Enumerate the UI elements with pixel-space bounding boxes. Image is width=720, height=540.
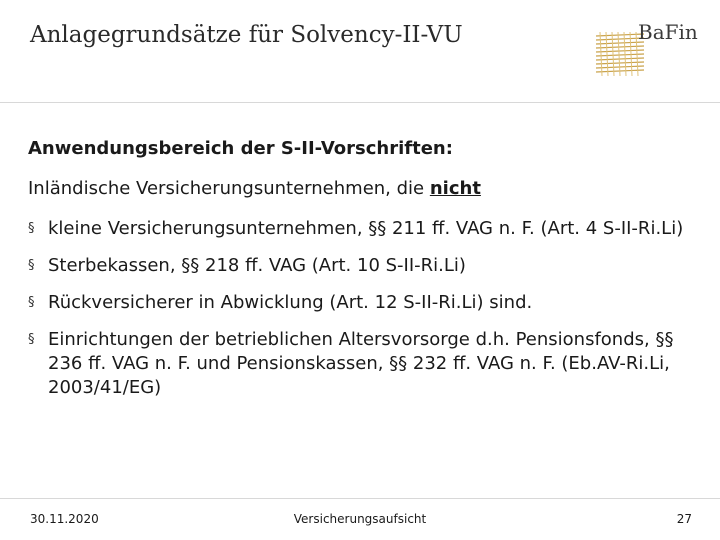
section-heading: Anwendungsbereich der S-II-Vorschriften: <box>28 138 453 159</box>
slide-content <box>28 137 698 413</box>
list-item <box>28 217 698 241</box>
bullet-marker: § <box>28 221 35 236</box>
list-item-text: Sterbekassen, §§ 218 ff. VAG (Art. 10 S-II-Ri.Li) <box>48 255 466 276</box>
list-item-text: kleine Versicherungsunternehmen, §§ 211 ff. VAG n. F. (Art. 4 S-II-Ri.Li) <box>48 218 684 239</box>
bafin-logo <box>590 16 708 86</box>
intro-prefix: Inländische Versicherungsunternehmen, die <box>28 178 430 199</box>
bullet-list <box>28 217 698 400</box>
list-item <box>28 291 698 315</box>
list-item <box>28 254 698 278</box>
list-item-text: Einrichtungen der betrieblichen Altersvorsorge d.h. Pensionsfonds, §§ 236 ff. VAG n. F. und Pensionskassen, §§ 232 ff. VAG n. F. (Eb.AV-Ri.Li, 2003/41/EG) <box>48 329 674 398</box>
list-item <box>28 328 698 400</box>
bullet-marker: § <box>28 295 35 310</box>
intro-emphasis: nicht <box>429 178 481 199</box>
footer-date: 30.11.2020 <box>30 512 99 526</box>
footer-divider <box>0 498 720 499</box>
slide-title: Anlagegrundsätze für Solvency-II-VU <box>30 22 463 48</box>
bullet-marker: § <box>28 258 35 273</box>
header-divider <box>0 102 720 103</box>
page-number: 27 <box>676 512 692 526</box>
intro-text <box>28 177 698 201</box>
list-item-text: Rückversicherer in Abwicklung (Art. 12 S-II-Ri.Li) sind. <box>48 292 533 313</box>
footer-department: Versicherungsaufsicht <box>293 512 427 526</box>
logo-text: BaFin <box>638 20 698 44</box>
bullet-marker: § <box>28 332 35 347</box>
